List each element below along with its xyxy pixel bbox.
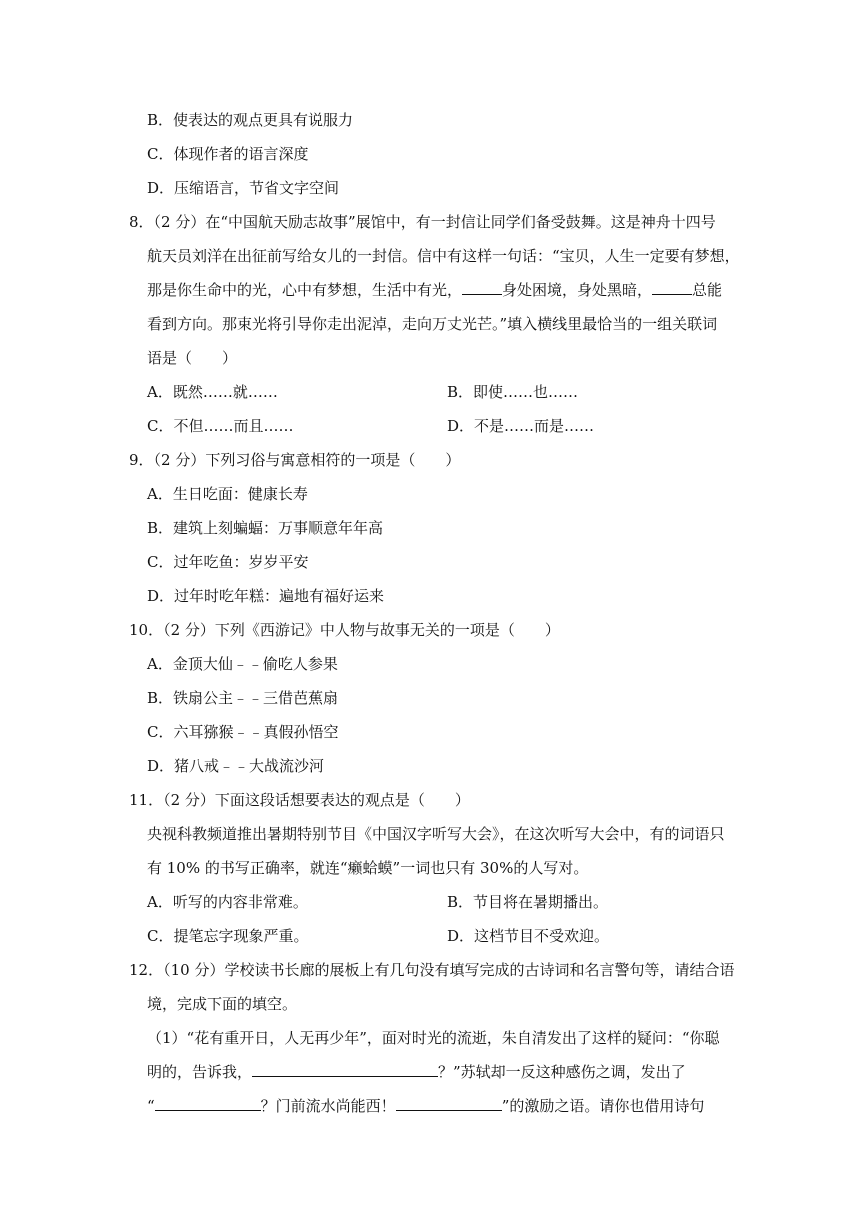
- q12-blank-3[interactable]: [396, 1096, 502, 1111]
- q9-option-b: B．建筑上刻蝙蝠：万事顺意年年高: [147, 519, 384, 537]
- q12-text-segment: ”的激励之语。请你也借用诗句: [501, 1097, 705, 1115]
- q10-option-c: C．六耳猕猴﹣﹣真假孙悟空: [147, 723, 339, 741]
- q8-option-a: A．既然……就……: [147, 383, 278, 401]
- q12-sub1-line-1: （1）“花有重开日，人无再少年”，面对时光的流逝，朱自清发出了这样的疑问：“你聪: [147, 1029, 720, 1047]
- q12-stem-line-2: 境，完成下面的填空。: [147, 995, 298, 1013]
- q12-text-segment: 明的，告诉我，: [147, 1063, 253, 1081]
- q8-text-segment: 身处困境，身处黑暗，: [502, 281, 653, 299]
- q9-option-c: C．过年吃鱼：岁岁平安: [147, 553, 309, 571]
- q11-option-d: D．这档节目不受欢迎。: [447, 927, 610, 945]
- q11-option-c: C．提笔忘字现象严重。: [147, 927, 309, 945]
- q11-option-a: A．听写的内容非常难。: [147, 893, 308, 911]
- q8-stem-line-2: 航天员刘洋在出征前写给女儿的一封信。信中有这样一句话：“宝贝，人生一定要有梦想，: [147, 247, 740, 265]
- q11-option-b: B．节目将在暑期播出。: [447, 893, 609, 911]
- q8-text-segment: 那是你生命中的光，心中有梦想，生活中有光，: [147, 281, 463, 299]
- q8-text-segment: 总能: [692, 281, 723, 299]
- q11-passage-line-2: 有 10% 的书写正确率，就连“癞蛤蟆”一词也只有 30%的人写对。: [147, 859, 589, 877]
- q9-stem: 9．（2 分）下列习俗与寓意相符的一项是（ ）: [129, 451, 461, 469]
- q7-option-d: D．压缩语言，节省文字空间: [147, 179, 340, 197]
- q12-text-segment: ？”苏轼却一反这种感伤之调，发出了: [438, 1063, 686, 1081]
- q10-stem: 10．（2 分）下列《西游记》中人物与故事无关的一项是（ ）: [129, 621, 560, 639]
- q8-stem-line-1: 8．（2 分）在“中国航天励志故事”展馆中，有一封信让同学们备受鼓舞。这是神舟十四号: [129, 213, 716, 231]
- q9-option-a: A．生日吃面：健康长寿: [147, 485, 308, 503]
- q8-blank-1[interactable]: [462, 280, 502, 295]
- q8-stem-line-5: 语是（ ）: [147, 349, 238, 367]
- q8-stem-line-3: [147, 280, 722, 300]
- q11-stem: 11．（2 分）下面这段话想要表达的观点是（ ）: [129, 791, 470, 809]
- q9-option-d: D．过年时吃年糕：遍地有福好运来: [147, 587, 385, 605]
- q11-passage-line-1: 央视科教频道推出暑期特别节目《中国汉字听写大会》，在这次听写大会中，有的词语只: [147, 825, 725, 843]
- q7-option-c: C．体现作者的语言深度: [147, 145, 309, 163]
- q10-option-a: A．金顶大仙﹣﹣偷吃人参果: [147, 655, 338, 673]
- q12-sub1-line-2: [147, 1062, 686, 1082]
- q8-option-d: D．不是……而是……: [447, 417, 595, 435]
- q12-sub1-line-3: [147, 1096, 704, 1116]
- q8-blank-2[interactable]: [652, 280, 692, 295]
- q8-option-b: B．即使……也……: [447, 383, 579, 401]
- q12-text-segment: “: [147, 1097, 155, 1115]
- q12-stem-line-1: 12．（10 分）学校读书长廊的展板上有几句没有填写完成的古诗词和名言警句等，请结合语: [129, 961, 735, 979]
- q10-option-d: D．猪八戒﹣﹣大战流沙河: [147, 757, 325, 775]
- q12-blank-2[interactable]: [155, 1096, 261, 1111]
- q8-option-c: C．不但……而且……: [147, 417, 294, 435]
- q12-text-segment: ？门前流水尚能西！: [260, 1097, 396, 1115]
- q7-option-b: B．使表达的观点更具有说服力: [147, 111, 354, 129]
- q10-option-b: B．铁扇公主﹣﹣三借芭蕉扇: [147, 689, 339, 707]
- q12-blank-1[interactable]: [252, 1062, 438, 1077]
- q8-stem-line-4: 看到方向。那束光将引导你走出泥淖，走向万丈光芒。”填入横线里最恰当的一组关联词: [147, 315, 718, 333]
